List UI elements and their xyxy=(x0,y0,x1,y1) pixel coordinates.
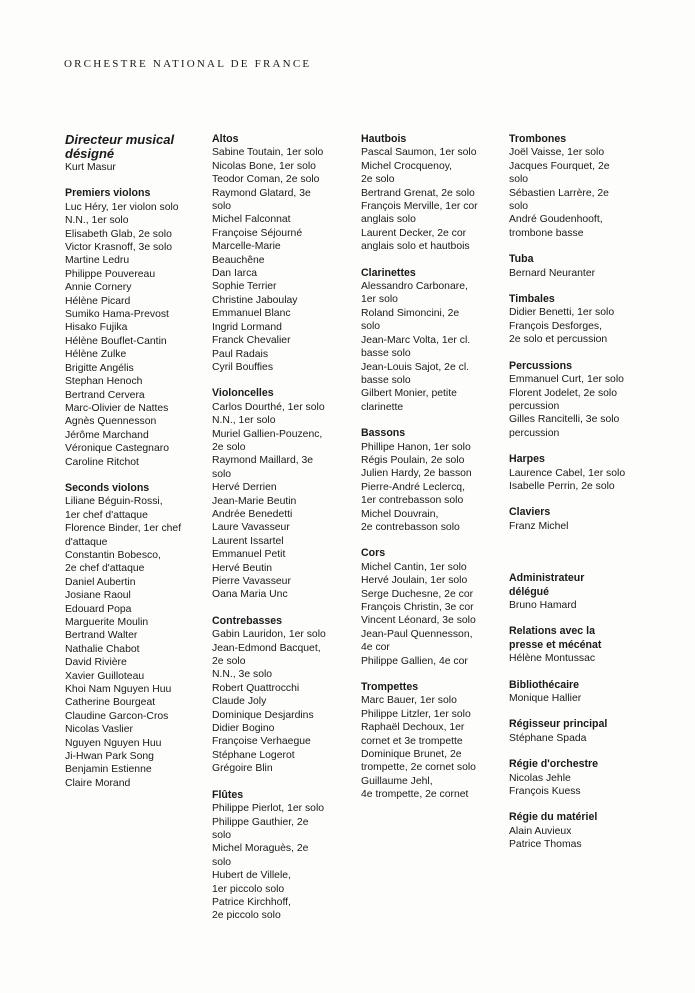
section-title: Bibliothécaire xyxy=(509,678,580,691)
member-entry: Michel Moraguès, 2e solo xyxy=(212,843,309,868)
member-entry: Nathalie Chabot xyxy=(65,643,140,655)
member-entry: Didier Bogino xyxy=(212,723,275,735)
member-entry: Constantin Bobesco, 2e chef d'attaque xyxy=(65,549,161,575)
member-entry: N.N., 1er solo xyxy=(212,415,276,427)
member-entry: Bertrand Grenat, 2e solo xyxy=(361,187,475,199)
member-entry: Christine Jaboulay xyxy=(212,294,298,306)
staff-section xyxy=(509,679,669,706)
member-entry: Hélène Zulke xyxy=(65,349,127,361)
member-entry: Jacques Fourquet, 2e solo xyxy=(509,160,610,186)
staff-section xyxy=(361,133,501,254)
member-entry: Phillipe Hanon, 1er solo xyxy=(361,441,471,453)
staff-section xyxy=(509,572,669,612)
section-title: Régisseur principal xyxy=(509,718,608,731)
member-entry: Emmanuel Curt, 1er solo xyxy=(509,374,624,386)
member-entry: Isabelle Perrin, 2e solo xyxy=(509,480,615,492)
member-entry: Bruno Hamard xyxy=(509,599,577,611)
section-title: Administrateur délégué xyxy=(509,572,585,598)
member-entry: François Christin, 3e cor xyxy=(361,602,474,613)
member-entry: Philippe Pierlot, 1er solo xyxy=(212,803,325,815)
member-entry: Hélène Montussac xyxy=(509,653,596,665)
member-entry: Michel Cantin, 1er solo xyxy=(361,561,467,573)
section-title: Clarinettes xyxy=(361,266,416,279)
section-title: Contrebasses xyxy=(212,614,283,627)
member-entry: Jean-Edmond Bacquet, 2e solo xyxy=(212,642,321,668)
member-entry: Sabine Toutain, 1er solo xyxy=(212,147,324,159)
section-title: Cors xyxy=(361,547,386,560)
member-entry: Julien Hardy, 2e basson xyxy=(361,468,472,480)
member-entry: Paul Radais xyxy=(212,348,269,360)
staff-section xyxy=(361,427,501,534)
member-entry: Martine Ledru xyxy=(65,255,130,267)
member-entry: Annie Cornery xyxy=(65,282,132,294)
member-entry: Vincent Léonard, 3e solo xyxy=(361,615,476,627)
member-entry: Joël Vaisse, 1er solo xyxy=(509,147,605,159)
member-entry: Philippe Pouvereau xyxy=(65,268,156,280)
member-entry: Andrée Benedetti xyxy=(212,508,293,520)
staff-section xyxy=(361,681,501,802)
staff-section xyxy=(212,133,352,374)
member-entry: Emmanuel Blanc xyxy=(212,308,291,320)
staff-section xyxy=(509,253,669,280)
member-entry: Oana Maria Unc xyxy=(212,589,288,601)
section-title: Flûtes xyxy=(212,788,244,801)
staff-section xyxy=(212,789,352,923)
member-entry: Emmanuel Petit xyxy=(212,549,286,561)
member-entry: Stéphane Logerot xyxy=(212,749,295,761)
staff-section xyxy=(65,133,205,174)
section-title: Trompettes xyxy=(361,681,419,694)
staff-section xyxy=(509,453,669,493)
staff-section xyxy=(361,547,501,668)
member-entry: Claire Morand xyxy=(65,777,131,789)
member-entry: Marguerite Moulin xyxy=(65,617,149,628)
member-entry: Grégoire Blin xyxy=(212,763,273,775)
member-entry: Brigitte Angélis xyxy=(65,362,134,374)
staff-section xyxy=(509,506,669,533)
section-title: Hautbois xyxy=(361,133,407,145)
member-entry: Hervé Beutin xyxy=(212,562,273,574)
section-title: Harpes xyxy=(509,453,545,466)
member-entry: Michel Douvrain, 2e contrebasson solo xyxy=(361,508,460,533)
member-entry: Jean-Marie Beutin xyxy=(212,495,297,507)
section-title: Régie d'orchestre xyxy=(509,758,599,771)
member-entry: Laurent Issartel xyxy=(212,535,284,547)
member-entry: Jean-Marc Volta, 1er cl. basse solo xyxy=(361,334,471,360)
member-entry: Claude Joly xyxy=(212,696,267,708)
member-entry: Muriel Gallien-Pouzenc, 2e solo xyxy=(212,428,323,453)
member-entry: Luc Héry, 1er violon solo xyxy=(65,201,179,213)
member-entry: Sébastien Larrère, 2e solo xyxy=(509,187,609,213)
member-entry: Catherine Bourgeat xyxy=(65,697,156,709)
section-title: Claviers xyxy=(509,506,551,519)
staff-section xyxy=(509,625,669,665)
member-entry: Edouard Popa xyxy=(65,603,132,615)
member-entry: Philippe Gallien, 4e cor xyxy=(361,655,468,667)
member-entry: Alain Auvieux xyxy=(509,825,572,837)
member-entry: Laurent Decker, 2e cor anglais solo et hautbois xyxy=(361,227,470,253)
member-entry: Monique Hallier xyxy=(509,693,582,704)
member-entry: Françoise Séjourné xyxy=(212,227,303,239)
section-title: Percussions xyxy=(509,359,573,372)
column-1 xyxy=(65,133,205,803)
member-entry: Hélène Picard xyxy=(65,295,131,307)
member-entry: Dan Iarca xyxy=(212,268,258,280)
member-entry: Nicolas Jehle xyxy=(509,772,571,784)
member-entry: Florence Binder, 1er chef d'attaque xyxy=(65,523,182,548)
section-title: Seconds violons xyxy=(65,481,150,494)
member-entry: Carlos Dourthé, 1er solo xyxy=(212,401,325,413)
member-entry: Robert Quattrocchi xyxy=(212,682,300,694)
member-entry: Régis Poulain, 2e solo xyxy=(361,454,465,466)
member-entry: Patrice Thomas xyxy=(509,839,582,851)
member-entry: François Kuess xyxy=(509,786,581,798)
member-entry: Laurence Cabel, 1er solo xyxy=(509,467,626,479)
staff-section xyxy=(212,387,352,602)
member-entry: Hervé Derrien xyxy=(212,482,277,494)
member-entry: Bertrand Walter xyxy=(65,630,138,642)
member-entry: Serge Duchesne, 2e cor xyxy=(361,588,474,600)
member-entry: Pierre Vavasseur xyxy=(212,576,291,587)
member-entry: Nguyen Nguyen Huu xyxy=(65,737,162,749)
member-entry: Raphaël Dechoux, 1er cornet et 3e trompette xyxy=(361,722,465,747)
member-entry: Hélène Bouflet-Cantin xyxy=(65,335,167,347)
section-title: Trombones xyxy=(509,133,567,145)
member-entry: Jean-Paul Quennesson, 4e cor xyxy=(361,628,473,654)
member-entry: Caroline Ritchot xyxy=(65,456,139,468)
member-entry: Sophie Terrier xyxy=(212,281,277,293)
staff-section xyxy=(509,133,669,240)
member-entry: Stéphane Spada xyxy=(509,732,587,744)
member-entry: Nicolas Vaslier xyxy=(65,724,133,736)
member-entry: Elisabeth Glab, 2e solo xyxy=(65,228,172,240)
member-entry: Ji-Hwan Park Song xyxy=(65,751,154,763)
section-title: Régie du matériel xyxy=(509,811,598,824)
staff-section xyxy=(361,267,501,414)
section-title: Timbales xyxy=(509,293,555,306)
member-entry: Philippe Gauthier, 2e solo xyxy=(212,816,309,841)
member-entry: Laure Vavasseur xyxy=(212,522,290,534)
column-4 xyxy=(509,133,669,865)
member-entry: Pascal Saumon, 1er solo xyxy=(361,147,477,159)
member-entry: Agnès Quennesson xyxy=(65,416,157,428)
member-entry: Dominique Brunet, 2e trompette, 2e cornet solo xyxy=(361,749,476,774)
member-entry: Liliane Béguin-Rossi, 1er chef d'attaque xyxy=(65,496,163,521)
member-entry: Claudine Garcon-Cros xyxy=(65,710,169,722)
member-entry: Hubert de Villele, 1er piccolo solo xyxy=(212,870,291,895)
member-entry: N.N., 1er solo xyxy=(65,215,129,227)
member-entry: Franck Chevalier xyxy=(212,335,291,347)
member-entry: Cyril Bouffies xyxy=(212,361,274,373)
section-title: Premiers violons xyxy=(65,187,151,200)
section-title: Relations avec la presse et mécénat xyxy=(509,625,602,651)
staff-section xyxy=(509,293,669,347)
member-entry: Nicolas Bone, 1er solo xyxy=(212,160,316,172)
section-title: Altos xyxy=(212,133,239,145)
member-entry: Khoi Nam Nguyen Huu xyxy=(65,684,172,696)
member-entry: Hervé Joulain, 1er solo xyxy=(361,575,468,587)
member-entry: David Rivière xyxy=(65,657,127,669)
member-entry: Philippe Litzler, 1er solo xyxy=(361,708,471,720)
staff-section xyxy=(509,758,669,798)
member-entry: Jean-Louis Sajot, 2e cl. basse solo xyxy=(361,361,470,386)
member-entry: Xavier Guilloteau xyxy=(65,670,145,682)
member-entry: Raymond Maillard, 3e solo xyxy=(212,455,314,480)
member-entry: Josiane Raoul xyxy=(65,590,131,602)
staff-section xyxy=(65,187,205,469)
member-entry: Pierre-André Leclercq, 1er contrebasson solo xyxy=(361,481,465,507)
member-entry: Florent Jodelet, 2e solo percussion xyxy=(509,387,618,412)
member-entry: Gabin Lauridon, 1er solo xyxy=(212,629,326,641)
section-title: Bassons xyxy=(361,427,406,440)
member-entry: Bertrand Cervera xyxy=(65,389,145,401)
member-entry: N.N., 3e solo xyxy=(212,669,273,681)
member-entry: Kurt Masur xyxy=(65,162,116,173)
member-entry: Alessandro Carbonare, 1er solo xyxy=(361,281,468,306)
member-entry: Bernard Neuranter xyxy=(509,267,596,279)
member-entry: Guillaume Jehl, 4e trompette, 2e cornet xyxy=(361,775,469,801)
member-entry: Michel Falconnat xyxy=(212,214,291,226)
member-entry: Véronique Castegnaro xyxy=(65,443,169,455)
staff-section xyxy=(212,615,352,776)
section-title: Violoncelles xyxy=(212,387,274,400)
member-entry: André Goudenhooft, trombone basse xyxy=(509,214,603,239)
member-entry: Teodor Coman, 2e solo xyxy=(212,174,320,186)
member-entry: Raymond Glatard, 3e solo xyxy=(212,187,311,213)
section-title: Tuba xyxy=(509,253,534,266)
member-entry: Victor Krasnoff, 3e solo xyxy=(65,242,173,254)
staff-section xyxy=(65,482,205,790)
member-entry: Marc Bauer, 1er solo xyxy=(361,695,457,707)
staff-section xyxy=(509,811,669,851)
member-entry: Marcelle-Marie Beauchêne xyxy=(212,241,281,266)
section-title: Directeur musical désigné xyxy=(65,132,175,161)
member-entry: Franz Michel xyxy=(509,520,569,532)
member-entry: Marc-Olivier de Nattes xyxy=(65,402,169,414)
staff-section xyxy=(509,718,669,745)
member-entry: Stephan Henoch xyxy=(65,376,143,388)
member-entry: Hisako Fujika xyxy=(65,322,128,334)
member-entry: François Desforges, 2e solo et percussion xyxy=(509,320,608,346)
column-2 xyxy=(212,133,352,936)
member-entry: Ingrid Lormand xyxy=(212,321,282,333)
member-entry: Dominique Desjardins xyxy=(212,709,314,721)
member-entry: Patrice Kirchhoff, 2e piccolo solo xyxy=(212,896,291,922)
member-entry: Jérôme Marchand xyxy=(65,429,149,441)
member-entry: Gilbert Monier, petite clarinette xyxy=(361,388,457,413)
member-entry: Benjamin Estienne xyxy=(65,764,152,776)
member-entry: Roland Simoncini, 2e solo xyxy=(361,307,460,333)
column-3 xyxy=(361,133,501,815)
member-entry: Gilles Rancitelli, 3e solo percussion xyxy=(509,414,620,439)
member-entry: François Merville, 1er cor anglais solo xyxy=(361,201,478,226)
member-entry: Michel Crocquenoy, 2e solo xyxy=(361,160,453,186)
member-entry: Daniel Aubertin xyxy=(65,576,136,588)
page-header: ORCHESTRE NATIONAL DE FRANCE xyxy=(64,58,312,70)
staff-section xyxy=(509,360,669,440)
member-entry: Françoise Verhaegue xyxy=(212,736,311,748)
member-entry: Sumiko Hama-Prevost xyxy=(65,309,169,321)
member-entry: Didier Benetti, 1er solo xyxy=(509,307,615,319)
